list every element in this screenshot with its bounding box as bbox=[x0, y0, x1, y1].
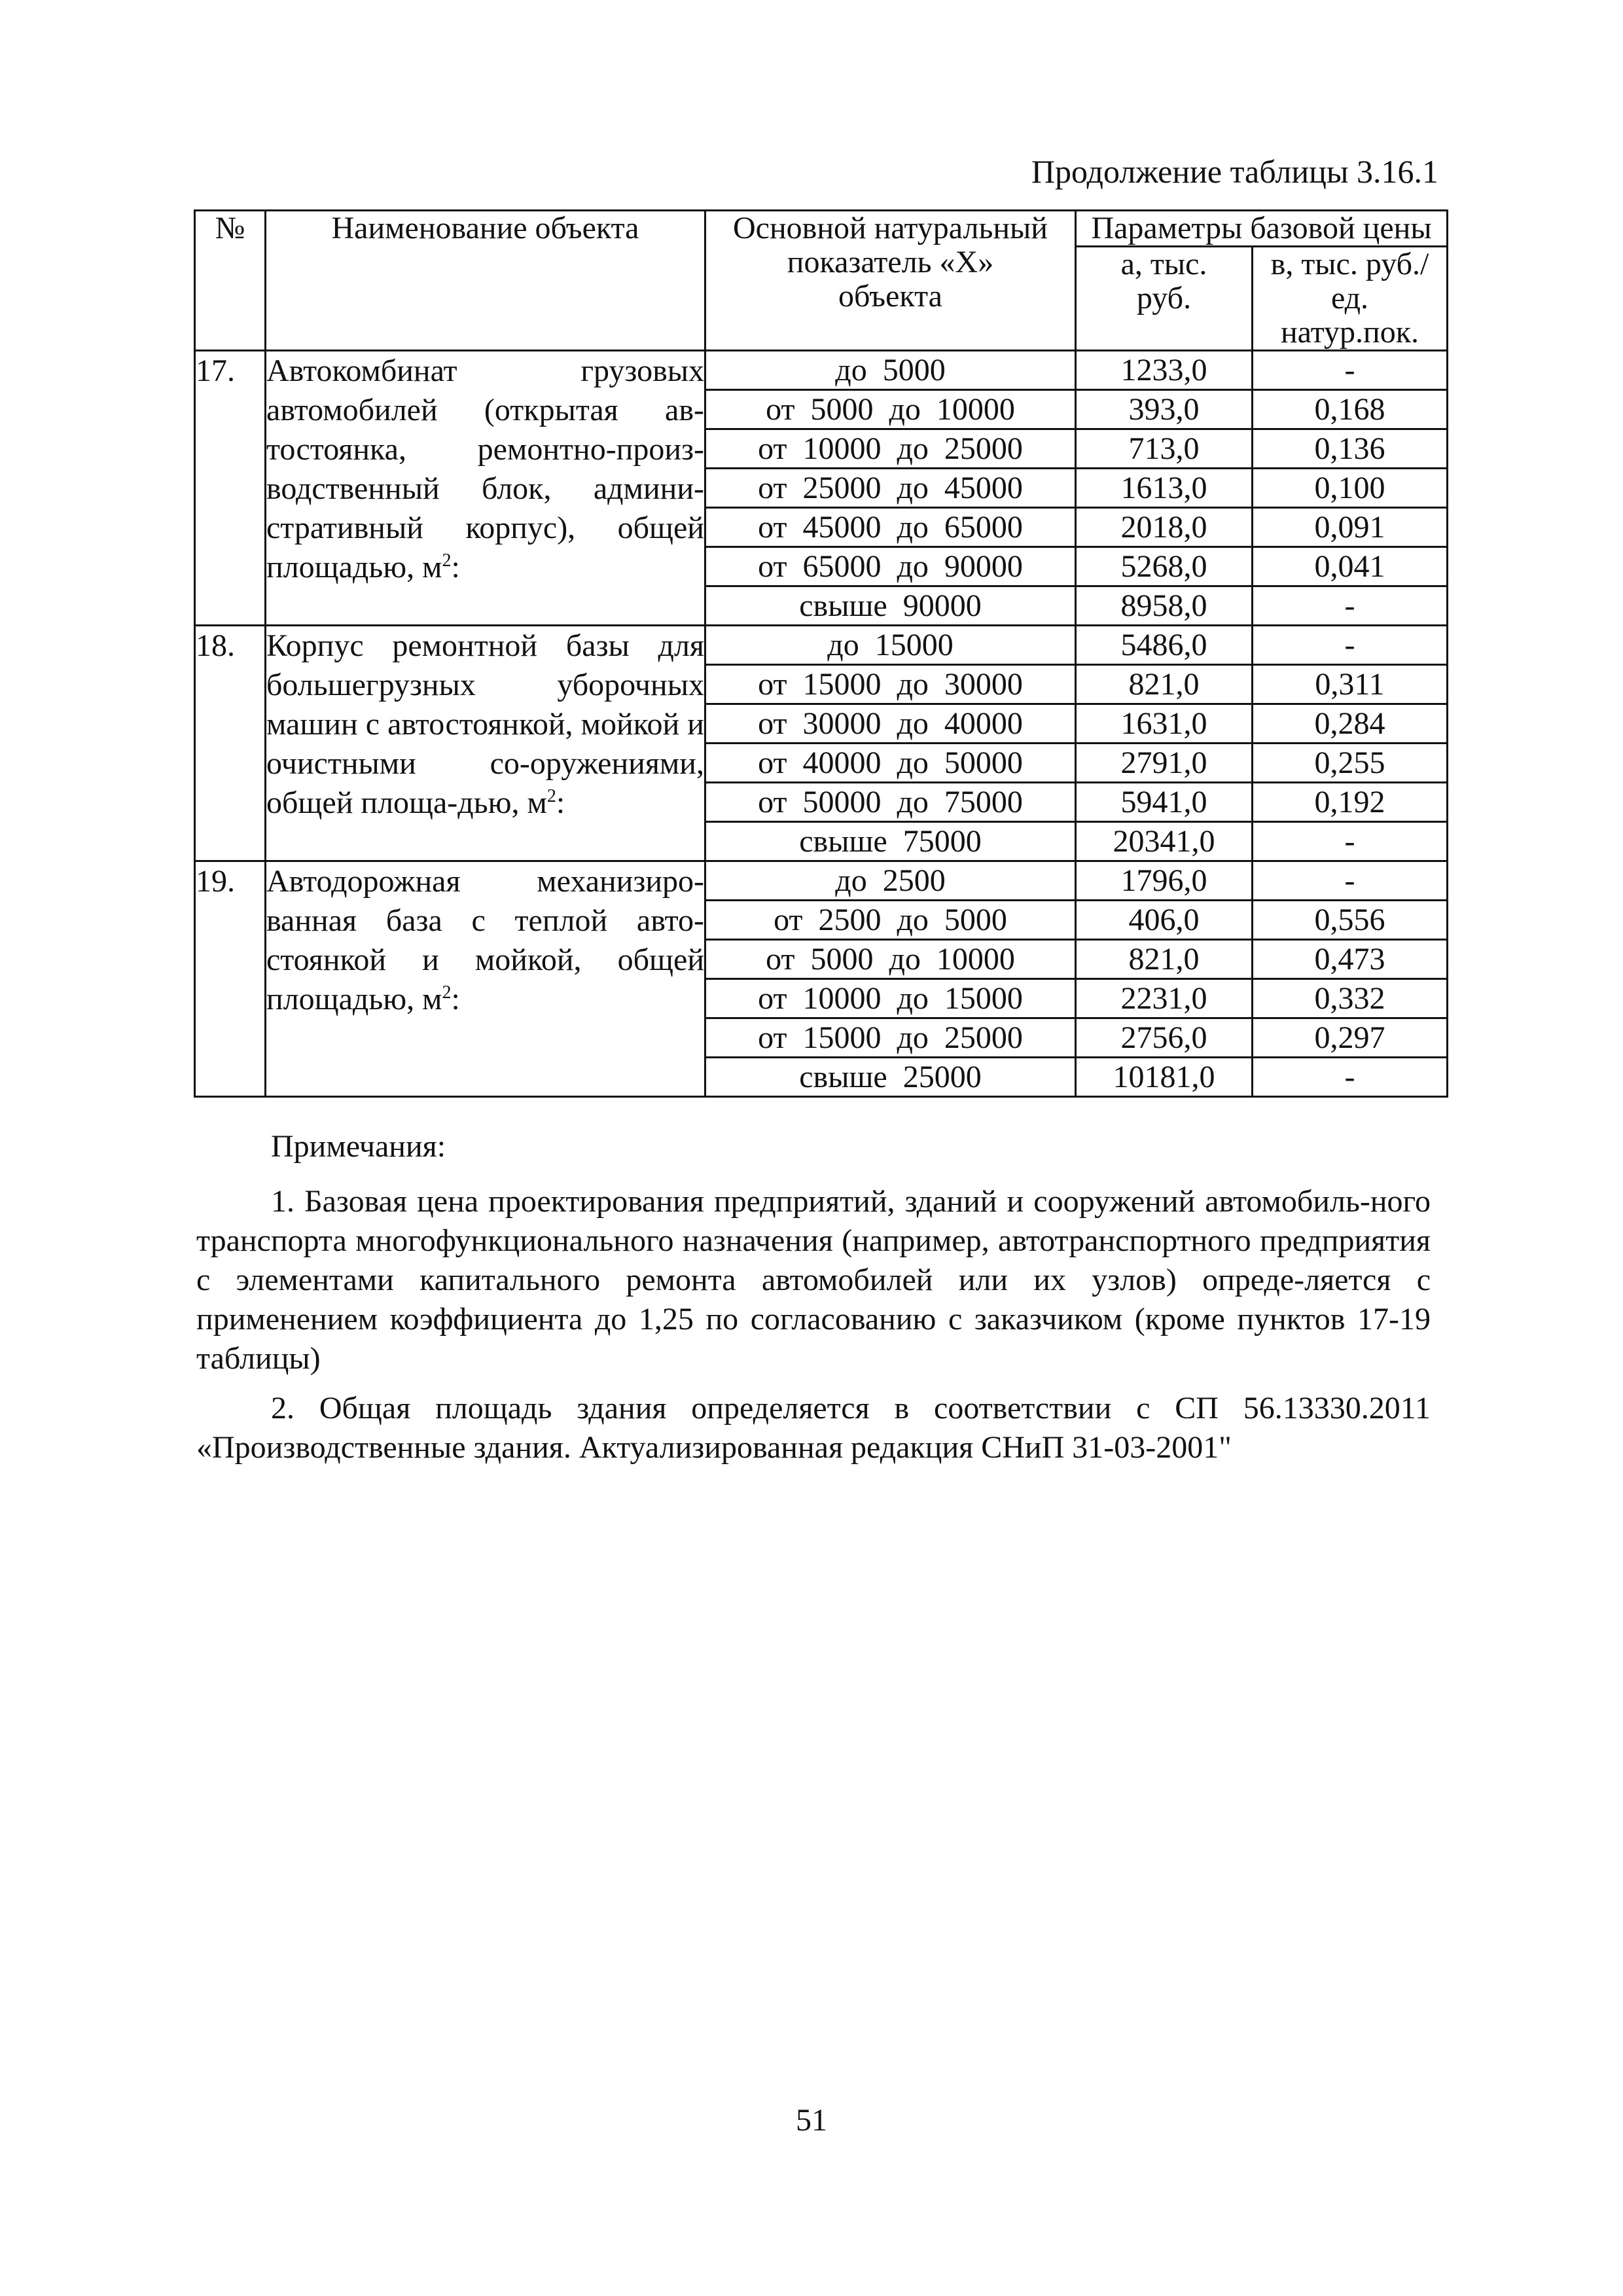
indicator-range: до 2500 bbox=[705, 861, 1076, 901]
price-a: 2018,0 bbox=[1076, 508, 1253, 547]
table-body bbox=[195, 351, 1448, 1097]
indicator-range: от 15000 до 25000 bbox=[705, 1018, 1076, 1058]
price-b: 0,041 bbox=[1253, 547, 1448, 586]
price-b: - bbox=[1253, 1058, 1448, 1097]
object-name: Автодорожная механизиро-ванная база с теплой авто-стоянкой и мойкой, общей площадью, м bbox=[266, 864, 704, 1016]
unit-tail: : bbox=[451, 550, 460, 584]
price-a: 713,0 bbox=[1076, 429, 1253, 469]
price-b: - bbox=[1253, 351, 1448, 390]
object-name: Автокомбинат грузовых автомобилей (открытая ав-тостоянка, ремонтно-произ-водственный блок, админи-стративный корпус), общей площадью, м bbox=[266, 353, 704, 584]
row-number: 19. bbox=[195, 861, 266, 1097]
price-b: - bbox=[1253, 626, 1448, 665]
table-row bbox=[195, 626, 1448, 665]
price-b: 0,556 bbox=[1253, 901, 1448, 940]
header-b: в, тыс. руб./ ед. натур.пок. bbox=[1253, 247, 1448, 351]
notes-title: Примечания: bbox=[271, 1129, 446, 1164]
indicator-range: от 5000 до 10000 bbox=[705, 390, 1076, 429]
price-a: 5941,0 bbox=[1076, 783, 1253, 822]
price-a: 393,0 bbox=[1076, 390, 1253, 429]
unit-tail: : bbox=[451, 982, 460, 1016]
price-b: 0,297 bbox=[1253, 1018, 1448, 1058]
price-a: 5268,0 bbox=[1076, 547, 1253, 586]
header-num: № bbox=[195, 211, 266, 351]
table-row bbox=[195, 351, 1448, 390]
price-a: 1233,0 bbox=[1076, 351, 1253, 390]
price-a: 1613,0 bbox=[1076, 469, 1253, 508]
header-indicator: Основной натуральный показатель «Х» объекта bbox=[705, 211, 1076, 351]
table-caption: Продолжение таблицы 3.16.1 bbox=[1031, 153, 1438, 190]
price-a: 1796,0 bbox=[1076, 861, 1253, 901]
indicator-range: до 5000 bbox=[705, 351, 1076, 390]
price-a: 2791,0 bbox=[1076, 744, 1253, 783]
indicator-range: от 65000 до 90000 bbox=[705, 547, 1076, 586]
indicator-range: от 50000 до 75000 bbox=[705, 783, 1076, 822]
indicator-range: свыше 90000 bbox=[705, 586, 1076, 626]
price-a: 10181,0 bbox=[1076, 1058, 1253, 1097]
note-item-1: 1. Базовая цена проектирования предприятий, зданий и сооружений автомобиль-ного транспорта многофункционального назначения (например, автотранспортного предприятия с элементами капитального ремонта автомобилей или их узлов) опреде-ляется с применением коэффициента до 1,25 по согласованию с заказчиком (кроме пунктов 17-19 таблицы) bbox=[196, 1184, 1431, 1376]
price-b: 0,311 bbox=[1253, 665, 1448, 704]
price-b: 0,168 bbox=[1253, 390, 1448, 429]
notes bbox=[196, 1127, 1431, 1478]
object-name-cell bbox=[266, 351, 705, 626]
price-a: 5486,0 bbox=[1076, 626, 1253, 665]
indicator-range: от 10000 до 15000 bbox=[705, 979, 1076, 1018]
price-b: 0,332 bbox=[1253, 979, 1448, 1018]
price-a: 8958,0 bbox=[1076, 586, 1253, 626]
page-number: 51 bbox=[796, 2103, 827, 2138]
price-b: 0,100 bbox=[1253, 469, 1448, 508]
unit-exponent: 2 bbox=[442, 550, 452, 571]
price-a: 821,0 bbox=[1076, 665, 1253, 704]
indicator-range: до 15000 bbox=[705, 626, 1076, 665]
object-name-cell bbox=[266, 626, 705, 861]
price-a: 2756,0 bbox=[1076, 1018, 1253, 1058]
price-b: 0,136 bbox=[1253, 429, 1448, 469]
row-number: 18. bbox=[195, 626, 266, 861]
indicator-range: от 2500 до 5000 bbox=[705, 901, 1076, 940]
indicator-range: свыше 25000 bbox=[705, 1058, 1076, 1097]
price-b: - bbox=[1253, 861, 1448, 901]
indicator-range: от 40000 до 50000 bbox=[705, 744, 1076, 783]
price-a: 20341,0 bbox=[1076, 822, 1253, 861]
price-a: 406,0 bbox=[1076, 901, 1253, 940]
object-name-cell bbox=[266, 861, 705, 1097]
price-b: 0,091 bbox=[1253, 508, 1448, 547]
price-b: 0,192 bbox=[1253, 783, 1448, 822]
header-a: а, тыс. руб. bbox=[1076, 247, 1253, 351]
price-a: 821,0 bbox=[1076, 940, 1253, 979]
indicator-range: от 25000 до 45000 bbox=[705, 469, 1076, 508]
price-b: 0,255 bbox=[1253, 744, 1448, 783]
unit-tail: : bbox=[556, 785, 565, 820]
object-name: Корпус ремонтной базы для большегрузных уборочных машин с автостоянкой, мойкой и очистными со-оружениями, общей площа-дью, м bbox=[266, 628, 704, 820]
header-name: Наименование объекта bbox=[266, 211, 705, 351]
indicator-range: от 15000 до 30000 bbox=[705, 665, 1076, 704]
price-b: 0,473 bbox=[1253, 940, 1448, 979]
unit-exponent: 2 bbox=[546, 786, 556, 806]
indicator-range: от 10000 до 25000 bbox=[705, 429, 1076, 469]
price-b: - bbox=[1253, 822, 1448, 861]
indicator-range: от 45000 до 65000 bbox=[705, 508, 1076, 547]
price-table bbox=[194, 209, 1448, 1098]
unit-exponent: 2 bbox=[442, 982, 452, 1003]
header-params: Параметры базовой цены bbox=[1076, 211, 1448, 247]
indicator-range: от 30000 до 40000 bbox=[705, 704, 1076, 744]
price-a: 1631,0 bbox=[1076, 704, 1253, 744]
table-row bbox=[195, 861, 1448, 901]
note-item-2: 2. Общая площадь здания определяется в соответствии с СП 56.13330.2011 «Производственные здания. Актуализированная редакция СНиП 31-03-2001" bbox=[196, 1391, 1431, 1465]
price-b: - bbox=[1253, 586, 1448, 626]
price-a: 2231,0 bbox=[1076, 979, 1253, 1018]
indicator-range: от 5000 до 10000 bbox=[705, 940, 1076, 979]
price-b: 0,284 bbox=[1253, 704, 1448, 744]
row-number: 17. bbox=[195, 351, 266, 626]
indicator-range: свыше 75000 bbox=[705, 822, 1076, 861]
